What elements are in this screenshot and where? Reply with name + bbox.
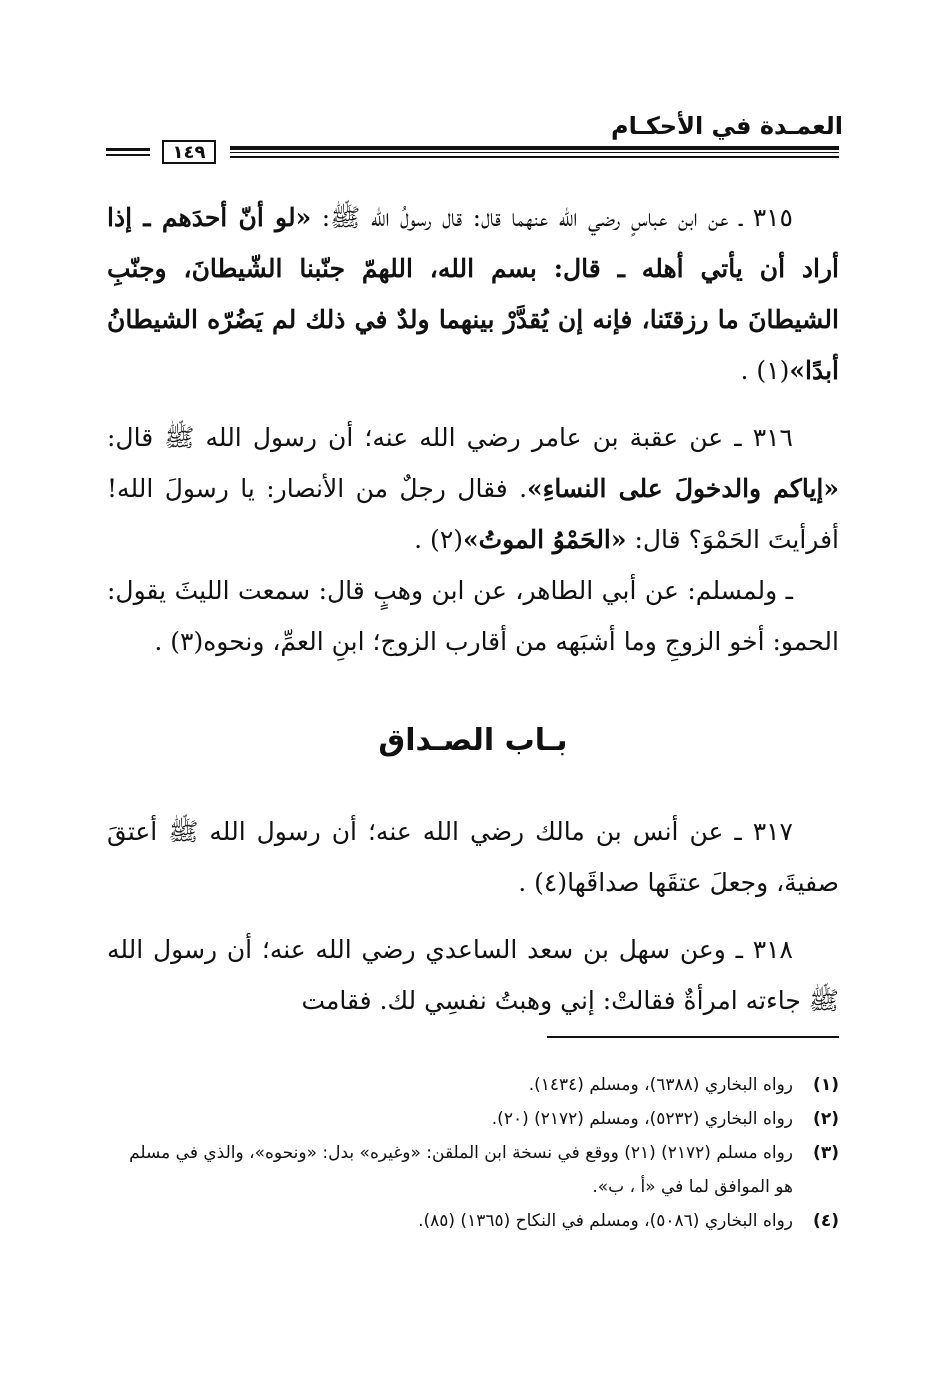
header-rule-stub: [106, 148, 150, 156]
footnote-text: رواه البخاري (٥٢٣٢)، ومسلم (٢١٧٢) (٢٠).: [491, 1109, 793, 1129]
footnote-2: [107, 1102, 839, 1136]
hadith-316-quote-2: «الحَمْوُ الموتُ»: [463, 525, 627, 554]
hadith-315-intro: ٣١٥ ـ عن ابن عباسٍ رضي الله عنهما قال: قال رسولُ الله ﷺ:: [311, 203, 793, 232]
hadith-318: ٣١٨ ـ وعن سهل بن سعد الساعدي رضي الله عنه؛ أن رسول الله ﷺ جاءته امرأةٌ فقالتْ: إني وهبتُ نفسِي لك. فقامت: [107, 935, 839, 1015]
footnote-1: [107, 1068, 839, 1102]
footnote-number: (٤): [813, 1211, 839, 1231]
hadith-316-intro: ٣١٦ ـ عن عقبة بن عامر رضي الله عنه؛ أن رسول الله ﷺ قال:: [107, 423, 793, 452]
footnote-text: رواه البخاري (٦٣٨٨)، ومسلم (١٤٣٤).: [528, 1075, 793, 1095]
footnote-text: رواه مسلم (٢١٧٢) (٢١) ووقع في نسخة ابن الملقن: «وغيره» بدل: «ونحوه»، والذي في مسلم هو الموافق لما في «أ ، ب».: [129, 1143, 793, 1197]
footnote-separator: [547, 1036, 839, 1038]
footnote-number: (٣): [813, 1143, 839, 1163]
section-heading: بـاب الصـداق: [378, 723, 568, 758]
muslim-note: ـ ولمسلم: عن أبي الطاهر، عن ابن وهبٍ قال: سمعت الليثَ يقول: الحمو: أخو الزوجِ وما أشبَهه من أقارب الزوج؛ ابنِ العمِّ، ونحوه(٣) .: [107, 576, 839, 656]
header-double-rule: [230, 146, 839, 158]
footnote-number: (٢): [813, 1109, 839, 1129]
running-title: العمـدة في الأحكـام: [611, 112, 843, 140]
hadith-315-ref: (١) .: [740, 356, 790, 385]
hadith-315: [107, 192, 839, 396]
footnotes: [107, 1068, 839, 1238]
hadith-315-quote: «لو أنّ أحدَهم ـ إذا أراد أن يأتي أهله ـ قال: بسم الله، اللهمّ جنّبنا الشّيطانَ، وجنّبِ الشيطانَ ما رزقتَنا، فإنه إن يُقدَّرْ بينهما ولدٌ في ذلك لم يَضُرّه الشيطانُ أبدًا»: [107, 203, 839, 385]
footnote-text: رواه البخاري (٥٠٨٦)، ومسلم في النكاح (١٣٦٥) (٨٥).: [418, 1211, 793, 1231]
main-text: [107, 192, 839, 1042]
hadith-316-quote-1: «إياكم والدخولَ على النساءِ»: [527, 474, 839, 503]
page-number: ١٤٩: [162, 140, 216, 164]
hadith-316-middle: . فقال رجلٌ من الأنصار: يا رسولَ الله! أفرأيتَ الحَمْوَ؟ قال:: [107, 474, 839, 554]
hadith-316-ref: (٢) .: [414, 525, 464, 554]
footnote-4: [107, 1204, 839, 1238]
hadith-316: [107, 412, 839, 565]
footnote-number: (١): [813, 1075, 839, 1095]
hadith-317: ٣١٧ ـ عن أنس بن مالك رضي الله عنه؛ أن رسول الله ﷺ أعتقَ صفيةَ، وجعلَ عتقَها صداقَها(٤) .: [107, 817, 839, 897]
footnote-3: [107, 1136, 839, 1204]
header-rule: [106, 141, 839, 166]
